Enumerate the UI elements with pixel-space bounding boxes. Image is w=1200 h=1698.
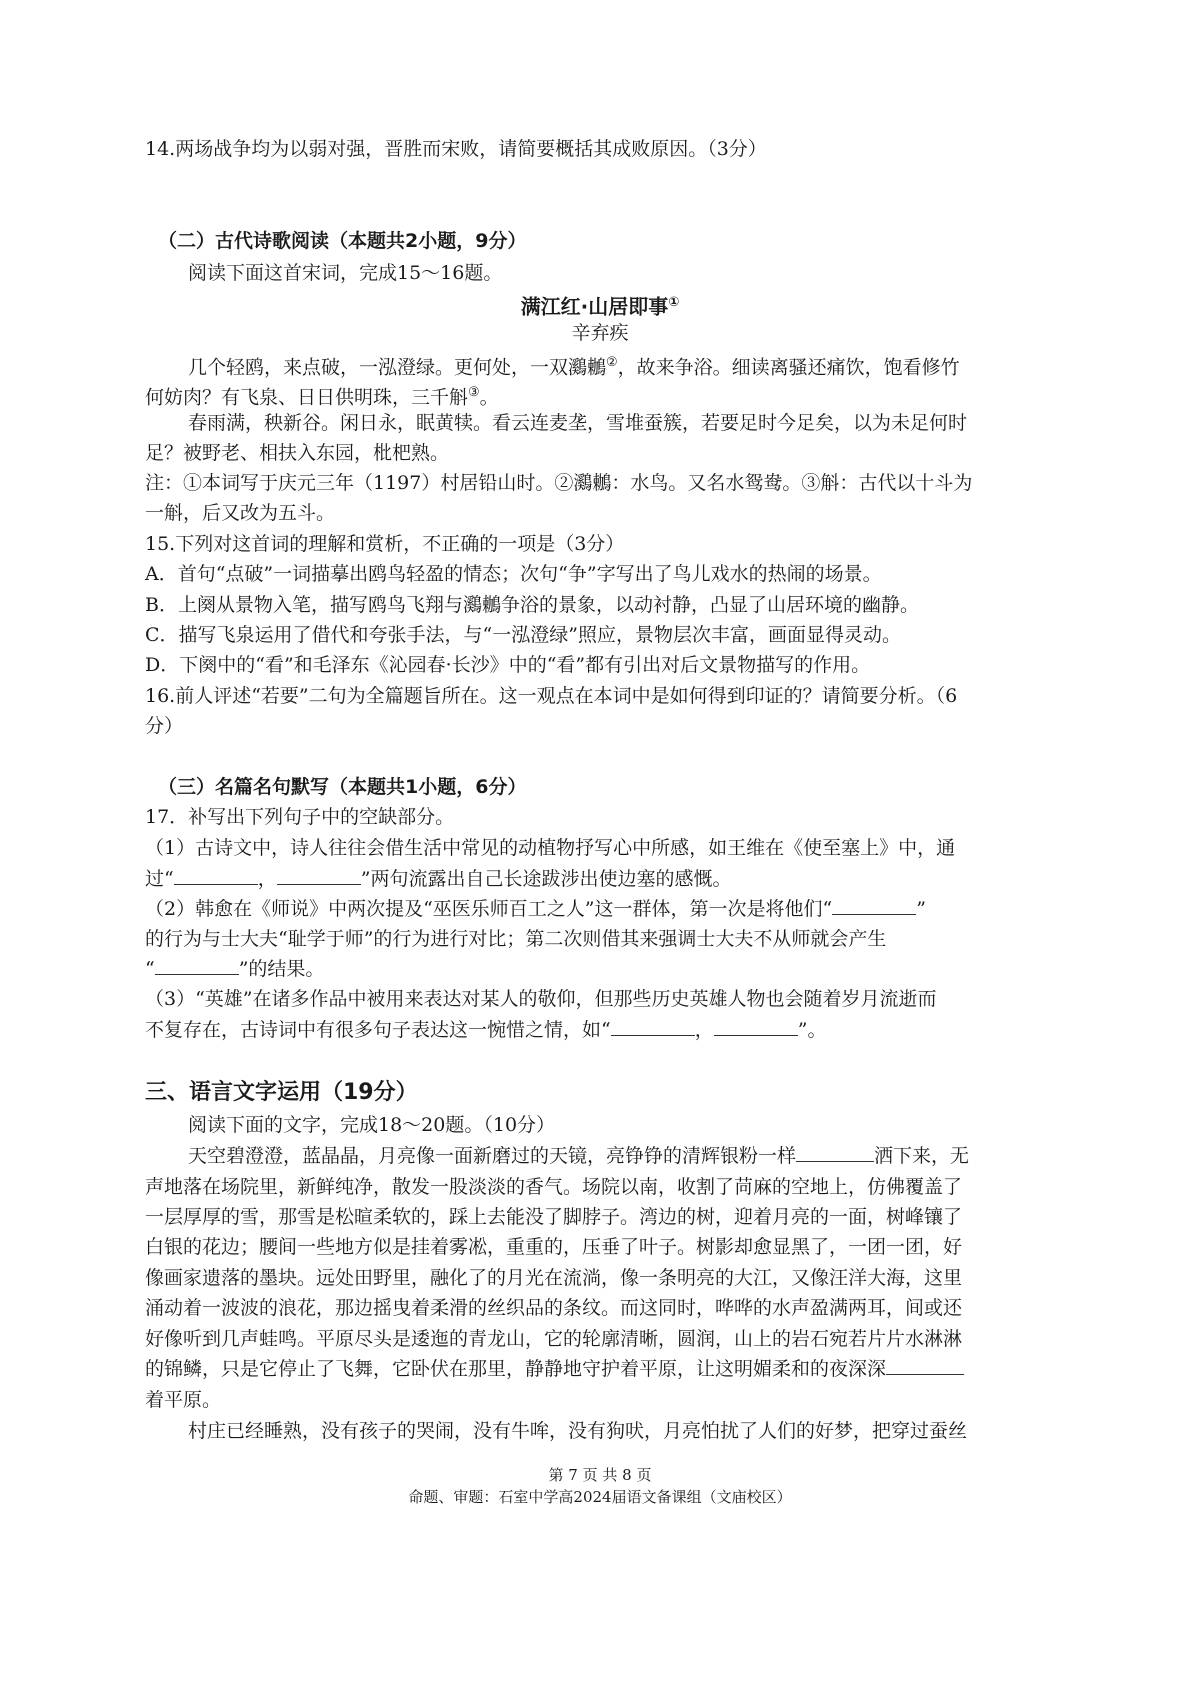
fill-item-3: （3）“英雄”在诸多作品中被用来表达对某人的敬仰，但那些历史英雄人物也会随着岁月流逝而 (145, 988, 937, 1010)
section-heading-poetry: （二）古代诗歌阅读（本题共2小题，9分） (158, 230, 527, 252)
answer-blank[interactable] (886, 1356, 964, 1375)
answer-blank[interactable] (611, 1017, 695, 1036)
passage-line: 涌动着一波波的浪花，那边摇曳着柔滑的丝织品的条纹。而这同时，哗哗的水声盈满两耳，间或还 (145, 1297, 963, 1319)
poem-line: 春雨满，秧新谷。闲日永，眠黄犊。看云连麦垄，雪堆蚕簇，若要足时今足矣，以为未足何时 (188, 412, 968, 434)
passage-line: 好像听到几声蛙鸣。平原尽头是逶迤的青龙山，它的轮廓清晰，圆润，山上的岩石宛若片片水淋淋 (145, 1328, 963, 1350)
question-15: 15.下列对这首词的理解和赏析，不正确的一项是（3分） (145, 533, 625, 555)
passage-line: 着平原。 (145, 1389, 222, 1411)
part-intro: 阅读下面的文字，完成18～20题。（10分） (188, 1114, 556, 1136)
answer-blank[interactable] (174, 866, 258, 885)
option-b: B．上阕从景物入笔，描写鸥鸟飞翔与鸂鶒争浴的景象，以动衬静，凸显了山居环境的幽静。 (145, 594, 919, 616)
option-d: D．下阕中的“看”和毛泽东《沁园春·长沙》中的“看”都有引出对后文景物描写的作用。 (145, 654, 871, 676)
poem-title: 满江红·山居即事① (520, 294, 680, 319)
fill-item-2: （2）韩愈在《师说》中两次提及“巫医乐师百工之人”这一群体，第一次是将他们“ ” (145, 898, 926, 920)
answer-blank[interactable] (714, 1017, 798, 1036)
poem-line: 几个轻鸥，来点破，一泓澄绿。更何处，一双鸂鶒②，故来争浴。细读离骚还痛饮，饱看修竹 (188, 355, 960, 379)
question-17: 17．补写出下列句子中的空缺部分。 (145, 806, 455, 828)
passage-line: 村庄已经睡熟，没有孩子的哭闹，没有牛哞，没有狗吠，月亮怕扰了人们的好梦，把穿过蚕丝 (188, 1420, 968, 1442)
fill-item-1: （1）古诗文中，诗人往往会借生活中常见的动植物抒写心中所感，如王维在《使至塞上》中，通 (145, 837, 956, 859)
poem-author: 辛弃疾 (571, 322, 629, 344)
passage-line: 像画家遗落的墨块。远处田野里，融化了的月光在流淌，像一条明亮的大江，又像汪洋大海，这里 (145, 1267, 963, 1289)
page-number: 第 7 页 共 8 页 (548, 1466, 652, 1484)
question-16: 16.前人评述“若要”二句为全篇题旨所在。这一观点在本词中是如何得到印证的？请简要分析。（6 (145, 685, 958, 707)
option-c: C．描写飞泉运用了借代和夸张手法，与“一泓澄绿”照应，景物层次丰富，画面显得灵动。 (145, 624, 901, 646)
question-14: 14.两场战争均为以弱对强，晋胜而宋败，请简要概括其成败原因。（3分） (145, 138, 767, 160)
poem-line: 足？被野老、相扶入东园，枇杷熟。 (145, 442, 450, 464)
answer-blank[interactable] (796, 1143, 874, 1162)
fill-item-2: 的行为与士大夫“耻学于师”的行为进行对比；第二次则借其来强调士大夫不从师就会产生 (145, 928, 887, 950)
poem-notes: 一斛，后又改为五斗。 (145, 502, 336, 524)
footer-credit: 命题、审题：石室中学高2024届语文备课组（文庙校区） (408, 1488, 792, 1506)
poem-line: 何妨肉？有飞泉、日日供明珠，三千斛③。 (145, 385, 499, 409)
poetry-intro: 阅读下面这首宋词，完成15～16题。 (188, 262, 503, 284)
poem-notes: 注：①本词写于庆元三年（1197）村居铅山时。②鸂鶒：水鸟。又名水鸳鸯。③斛：古代以十斗为 (145, 472, 973, 494)
passage-line: 天空碧澄澄，蓝晶晶，月亮像一面新磨过的天镜，亮铮铮的清辉银粉一样 洒下来，无 (188, 1145, 970, 1167)
section-heading-recitation: （三）名篇名句默写（本题共1小题，6分） (158, 776, 527, 798)
passage-line: 声地落在场院里，新鲜纯净，散发一股淡淡的香气。场院以南，收割了苘麻的空地上，仿佛覆盖了 (145, 1176, 963, 1198)
question-16: 分） (145, 715, 184, 737)
part-heading-language: 三、语言文字运用（19分） (145, 1080, 418, 1105)
passage-line: 的锦鳞，只是它停止了飞舞，它卧伏在那里，静静地守护着平原，让这明媚柔和的夜深深 (145, 1356, 964, 1382)
passage-line: 白银的花边；腰间一些地方似是挂着雾凇，重重的，压垂了叶子。树影却愈显黑了，一团一团，好 (145, 1236, 963, 1258)
passage-line: 一层厚厚的雪，那雪是松暄柔软的，踩上去能没了脚脖子。湾边的树，迎着月亮的一面，树峰镶了 (145, 1206, 963, 1228)
answer-blank[interactable] (832, 896, 916, 915)
answer-blank[interactable] (155, 956, 239, 975)
fill-item-1: 过“ ， ”两句流露出自己长途跋涉出使边塞的感慨。 (145, 868, 732, 890)
fill-item-2: “ ”的结果。 (145, 958, 325, 980)
option-a: A．首句“点破”一词描摹出鸥鸟轻盈的情态；次句“争”字写出了鸟儿戏水的热闹的场景。 (145, 563, 882, 585)
answer-blank[interactable] (277, 866, 361, 885)
fill-item-3: 不复存在，古诗词中有很多句子表达这一惋惜之情，如“ ， ”。 (145, 1019, 827, 1041)
